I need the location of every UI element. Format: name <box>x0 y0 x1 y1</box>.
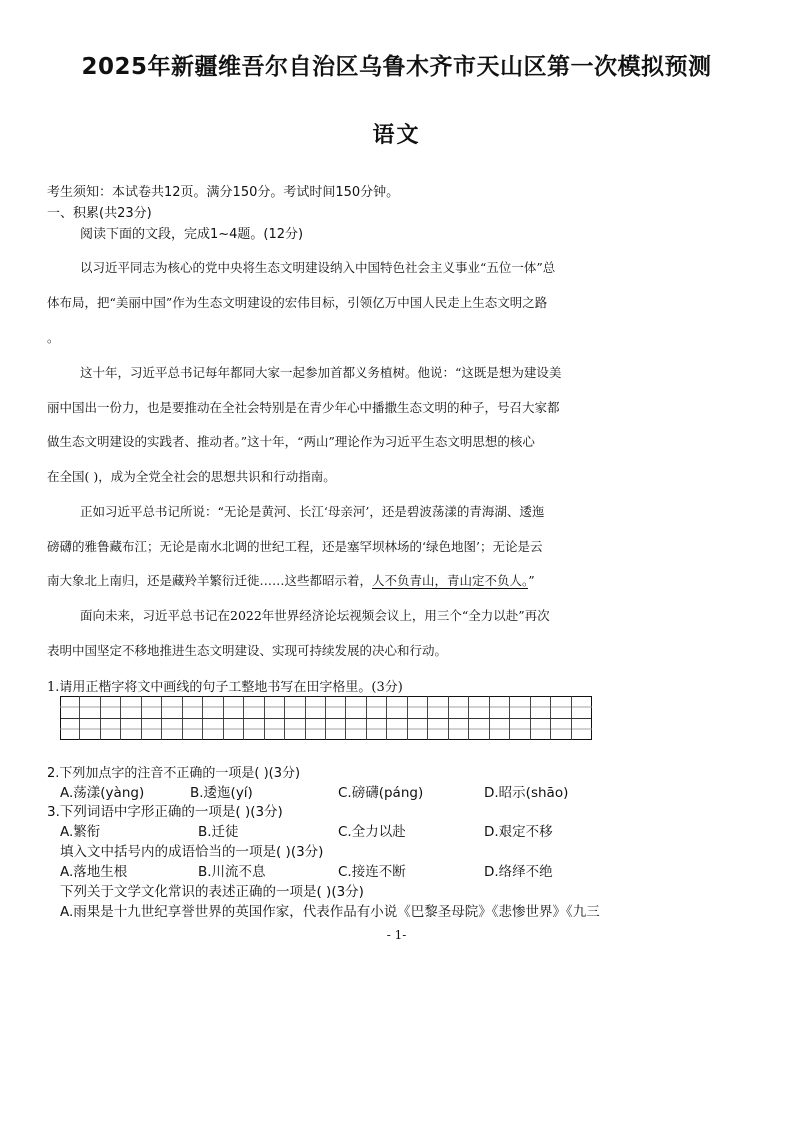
grid-cell[interactable] <box>510 696 530 718</box>
grid-cell[interactable] <box>387 718 407 740</box>
grid-cell[interactable] <box>306 696 326 718</box>
grid-cell[interactable] <box>142 696 162 718</box>
q5-option-a[interactable]: A.雨果是十九世纪享誉世界的英国作家，代表作品有小说《巴黎圣母院》《悲惨世界》《九三 <box>60 904 600 920</box>
grid-cell[interactable] <box>306 718 326 740</box>
grid-cell[interactable] <box>408 696 428 718</box>
grid-cell[interactable] <box>346 696 366 718</box>
grid-cell[interactable] <box>326 696 346 718</box>
grid-cell[interactable] <box>449 718 469 740</box>
grid-cell[interactable] <box>183 718 203 740</box>
question-5: 下列关于文学文化常识的表述正确的一项是( )(3分) <box>60 884 364 900</box>
section-instruction: 阅读下面的文段，完成1~4题。(12分) <box>80 227 304 242</box>
grid-cell[interactable] <box>510 718 530 740</box>
grid-cell[interactable] <box>551 718 571 740</box>
passage-line: 面向未来，习近平总书记在2022年世界经济论坛视频会议上，用三个“全力以赴”再次 <box>80 608 550 623</box>
grid-cell[interactable] <box>121 696 141 718</box>
passage-line: 做生态文明建设的实践者、推动者。”这十年，“两山”理论作为习近平生态文明思想的核心 <box>47 434 535 449</box>
passage-line: 丽中国出一份力，也是要推动在全社会特别是在青少年心中播撒生态文明的种子，号召大家都 <box>47 400 560 415</box>
q4-option-c[interactable]: C.接连不断 <box>338 864 406 880</box>
question-4: 填入文中括号内的成语恰当的一项是( )(3分) <box>60 844 324 860</box>
grid-cell[interactable] <box>101 718 121 740</box>
grid-cell[interactable] <box>572 696 592 718</box>
grid-cell[interactable] <box>121 718 141 740</box>
passage-line <box>47 571 535 589</box>
passage-line: 磅礴的雅鲁藏布江；无论是南水北调的世纪工程，还是塞罕坝林场的‘绿色地图’；无论是云 <box>47 539 543 554</box>
passage-line: 在全国( )，成为全党全社会的思想共识和行动指南。 <box>47 469 336 484</box>
q3-option-b[interactable]: B.迁徒 <box>198 824 239 840</box>
grid-cell[interactable] <box>60 718 80 740</box>
grid-cell[interactable] <box>326 718 346 740</box>
grid-cell[interactable] <box>469 718 489 740</box>
passage-line: 这十年，习近平总书记每年都同大家一起参加首都义务植树。他说：“这既是想为建设美 <box>80 365 562 380</box>
grid-cell[interactable] <box>265 718 285 740</box>
passage-text: 南大象北上南归，还是藏羚羊繁衍迁徙……这些都昭示着， <box>47 573 373 588</box>
grid-cell[interactable] <box>428 696 448 718</box>
grid-cells <box>60 696 592 740</box>
passage-line: 表明中国坚定不移地推进生态文明建设、实现可持续发展的决心和行动。 <box>47 643 448 658</box>
exam-notice: 考生须知：本试卷共12页。满分150分。考试时间150分钟。 <box>47 185 400 200</box>
question-2: 2.下列加点字的注音不正确的一项是( )(3分) <box>47 766 301 781</box>
question-3: 3.下列词语中字形正确的一项是( )(3分) <box>47 804 283 820</box>
grid-cell[interactable] <box>285 696 305 718</box>
q3-option-a[interactable]: A.繁衔 <box>60 824 101 840</box>
q4-option-d[interactable]: D.络绎不绝 <box>484 864 553 880</box>
grid-cell[interactable] <box>101 696 121 718</box>
grid-cell[interactable] <box>531 696 551 718</box>
q4-option-a[interactable]: A.落地生根 <box>60 864 128 880</box>
grid-cell[interactable] <box>572 718 592 740</box>
grid-cell[interactable] <box>80 696 100 718</box>
grid-cell[interactable] <box>183 696 203 718</box>
grid-cell[interactable] <box>551 696 571 718</box>
grid-cell[interactable] <box>142 718 162 740</box>
grid-cell[interactable] <box>367 718 387 740</box>
passage-line: 正如习近平总书记所说：“无论是黄河、长江‘母亲河’，还是碧波荡漾的青海湖、逶迤 <box>80 504 545 519</box>
exam-title: 2025年新疆维吾尔自治区乌鲁木齐市天山区第一次模拟预测 <box>81 54 712 80</box>
grid-cell[interactable] <box>346 718 366 740</box>
grid-cell[interactable] <box>490 696 510 718</box>
section-heading: 一、积累(共23分) <box>47 206 152 221</box>
grid-cell[interactable] <box>60 696 80 718</box>
grid-cell[interactable] <box>367 696 387 718</box>
grid-cell[interactable] <box>224 696 244 718</box>
grid-cell[interactable] <box>490 718 510 740</box>
grid-cell[interactable] <box>244 696 264 718</box>
page-number: - 1- <box>386 928 407 942</box>
grid-cell[interactable] <box>285 718 305 740</box>
subject-title: 语文 <box>372 123 421 148</box>
grid-cell[interactable] <box>428 718 448 740</box>
passage-line: 。 <box>47 330 60 345</box>
q2-option-d[interactable]: D.昭示(shāo) <box>484 785 569 801</box>
q3-option-d[interactable]: D.艰定不移 <box>484 824 553 840</box>
q2-option-c[interactable]: C.磅礴(páng) <box>338 785 424 801</box>
q2-option-a[interactable]: A.荡漾(yàng) <box>60 785 145 801</box>
grid-cell[interactable] <box>408 718 428 740</box>
underlined-sentence: 人不负青山，青山定不负人。 <box>372 573 529 588</box>
grid-cell[interactable] <box>162 696 182 718</box>
passage-line: 体布局，把“美丽中国”作为生态文明建设的宏伟目标，引领亿万中国人民走上生态文明之路 <box>47 295 548 310</box>
q2-option-b[interactable]: B.逶迤(yí) <box>190 785 253 801</box>
passage-text: ” <box>528 573 535 588</box>
grid-cell[interactable] <box>265 696 285 718</box>
question-1: 1.请用正楷字将文中画线的句子工整地书写在田字格里。(3分) <box>47 680 403 695</box>
grid-cell[interactable] <box>244 718 264 740</box>
grid-cell[interactable] <box>449 696 469 718</box>
q3-option-c[interactable]: C.全力以赴 <box>338 824 406 840</box>
grid-cell[interactable] <box>224 718 244 740</box>
grid-cell[interactable] <box>203 696 223 718</box>
grid-cell[interactable] <box>80 718 100 740</box>
grid-cell[interactable] <box>469 696 489 718</box>
grid-cell[interactable] <box>203 718 223 740</box>
grid-cell[interactable] <box>387 696 407 718</box>
passage-line: 以习近平同志为核心的党中央将生态文明建设纳入中国特色社会主义事业“五位一体”总 <box>80 260 556 275</box>
grid-cell[interactable] <box>162 718 182 740</box>
q4-option-b[interactable]: B.川流不息 <box>198 864 266 880</box>
grid-cell[interactable] <box>531 718 551 740</box>
